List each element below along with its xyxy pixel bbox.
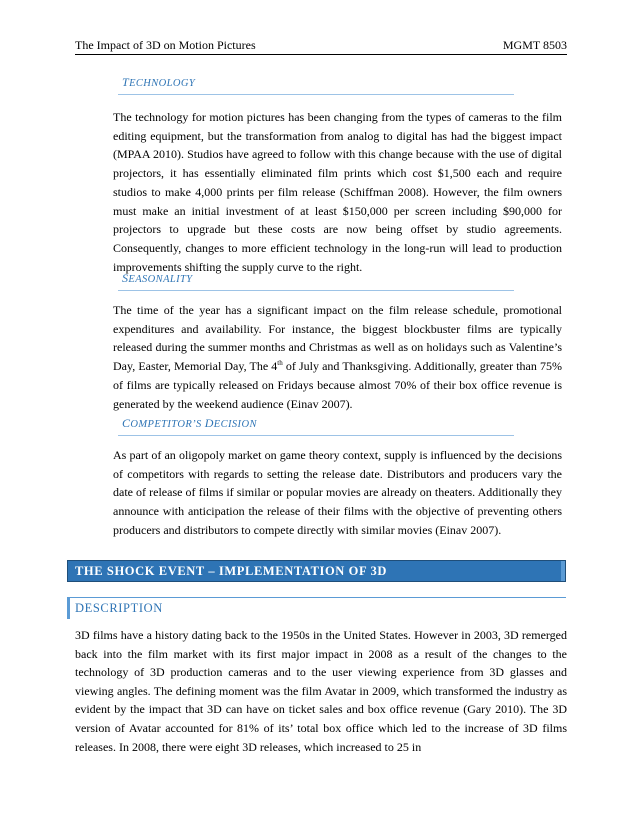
competitor-heading-initial-1: C — [122, 416, 131, 430]
header-rule — [75, 54, 567, 55]
competitor-heading-rest-1: OMPETITOR’S — [130, 419, 205, 430]
seasonality-heading-initial: S — [122, 271, 129, 285]
shock-event-heading: THE SHOCK EVENT – IMPLEMENTATION OF 3D — [75, 563, 387, 578]
seasonality-text-end: of July and Thanksgiving. Additionally, greater than 75% of films are typically released on Fridays because almost 70% of their box office revenue is generated by the weekend audience (Einav 2007). — [113, 359, 562, 411]
technology-heading — [122, 76, 195, 90]
seasonality-heading-rule — [118, 290, 514, 291]
technology-heading-rule — [118, 94, 514, 95]
shock-event-heading-bar — [67, 560, 566, 582]
competitor-heading — [122, 417, 257, 431]
technology-heading-initial: T — [122, 75, 130, 89]
running-header — [75, 38, 567, 52]
seasonality-text-start: The time of the year has a significant impact on the film release schedule, promotional expenditures and availability. For instance, the biggest blockbuster films are typically released during the summer months and Christmas as well as on holidays such as Valentine’s Day, Easter, Memorial Day, The 4 — [113, 303, 562, 374]
technology-heading-rest: ECHNOLOGY — [129, 78, 196, 89]
competitor-paragraph: As part of an oligopoly market on game theory context, supply is influenced by the decisions of competitors with regards to setting the release date. Distributors and producers vary the date of release of films if similar or popular movies are already on theaters. Additionally they announce with anticipation the release of their films with the objective of preventing others producers and distributors to compete directly with similar movies (Einav 2007). — [113, 448, 562, 537]
description-paragraph: 3D films have a history dating back to the 1950s in the United States. However in 2003, 3D remerged back into the film market with its first major impact in 2008 as a result of the changes to the technology of 3D production cameras and to the user viewing experience from 3D glasses and viewing angles. The defining moment was the film Avatar in 2009, which transformed the industry as evident by the impact that 3D can have on ticket sales and box office revenue (Gary 2010). The 3D version of Avatar accounted for 81% of its’ total box office which led to the increase of 3D films releases. In 2008, there were eight 3D releases, which increased to 25 in — [75, 628, 567, 754]
seasonality-paragraph — [113, 301, 562, 413]
technology-paragraph: The technology for motion pictures has been changing from the types of cameras to the film editing equipment, but the transformation from analog to digital has had the biggest impact (MPAA 2010). Studios have agreed to follow with this change because with the use of digital projectors, it has essentially eliminated film prints which cost $1,500 each and require studios to make 4,000 prints per film release (Schiffman 2008). However, the film owners must make an initial investment of at least $150,000 per screen including $90,000 for projectors to upgrade but these costs are now being offset by studio agreements. Consequently, changes to more efficient technology in the long-run will lead to production improvements shifting the supply curve to the right. — [113, 110, 562, 274]
description-heading: DESCRIPTION — [75, 601, 163, 615]
header-title: The Impact of 3D on Motion Pictures — [75, 38, 256, 52]
seasonality-heading — [122, 272, 193, 286]
competitor-heading-rest-2: ECISION — [213, 419, 257, 430]
ordinal-superscript: th — [277, 359, 283, 368]
description-heading-bar — [67, 597, 566, 619]
seasonality-heading-rest: EASONALITY — [128, 274, 193, 285]
competitor-heading-initial-2: D — [204, 416, 214, 430]
heading-bar-edge — [561, 561, 565, 581]
header-course-code: MGMT 8503 — [502, 38, 567, 52]
competitor-heading-rule — [118, 435, 514, 436]
